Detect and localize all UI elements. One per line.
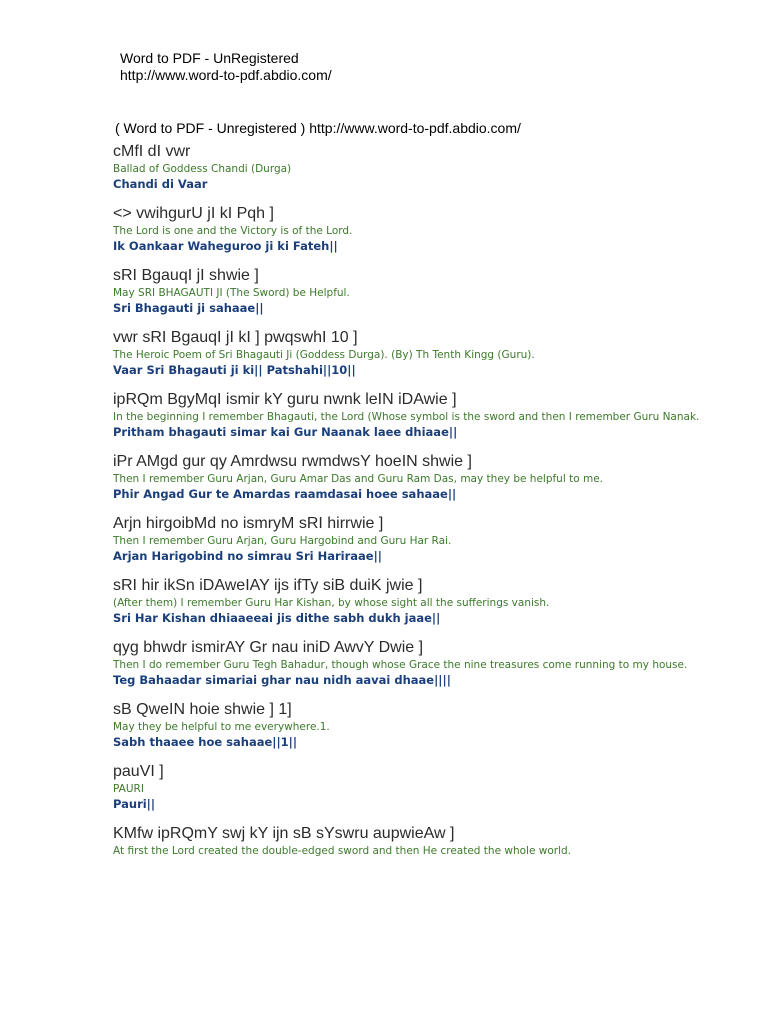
verse-translation: Then I remember Guru Arjan, Guru Hargobind and Guru Har Rai. [113,535,452,547]
verse-gurmukhi: cMfI dI vwr [113,143,191,160]
verse-gurmukhi: sRI hir ikSn iDAweIAY ijs ifTy siB duiK jwie ] [113,577,423,594]
verse-transliteration: Teg Bahaadar simariai ghar nau nidh aavai dhaae|||| [113,673,451,687]
verse-block [113,576,733,626]
verse-transliteration: Arjan Harigobind no simrau Sri Hariraae|| [113,549,382,563]
verse-gurmukhi: iPr AMgd gur qy Amrdwsu rwmdwsY hoeIN shwie ] [113,453,472,470]
unregistered-banner: ( Word to PDF - Unregistered ) http://www.word-to-pdf.abdio.com/ [115,120,521,136]
verse-block [113,452,733,502]
verse-transliteration: Pauri|| [113,797,156,811]
verse-translation: The Heroic Poem of Sri Bhagauti Ji (Goddess Durga). (By) Th Tenth Kingg (Guru). [113,349,535,361]
watermark-url: http://www.word-to-pdf.abdio.com/ [120,67,332,83]
watermark-header [120,50,332,84]
verse-translation: Then I do remember Guru Tegh Bahadur, though whose Grace the nine treasures come running to my house. [113,659,688,671]
verse-translation: May they be helpful to me everywhere.1. [113,721,330,733]
verse-block [113,142,733,192]
verse-gurmukhi: Arjn hirgoibMd no ismryM sRI hirrwie ] [113,515,384,532]
verse-block [113,266,733,316]
watermark-title: Word to PDF - UnRegistered [120,50,299,66]
verse-block [113,700,733,750]
verse-transliteration: Phir Angad Gur te Amardas raamdasai hoee sahaae|| [113,487,457,501]
verse-transliteration: Pritham bhagauti simar kai Gur Naanak laee dhiaae|| [113,425,458,439]
verse-translation: (After them) I remember Guru Har Kishan, by whose sight all the sufferings vanish. [113,597,550,609]
verse-gurmukhi: <> vwihgurU jI kI Pqh ] [113,205,274,222]
verse-translation: May SRI BHAGAUTI JI (The Sword) be Helpful. [113,287,350,299]
verse-gurmukhi: sRI BgauqI jI shwie ] [113,267,259,284]
verse-transliteration: Sabh thaaee hoe sahaae||1|| [113,735,298,749]
verse-translation: At first the Lord created the double-edged sword and then He created the whole world. [113,845,571,857]
verse-gurmukhi: vwr sRI BgauqI jI kI ] pwqswhI 10 ] [113,329,358,346]
verse-transliteration: Sri Bhagauti ji sahaae|| [113,301,264,315]
verse-gurmukhi: qyg bhwdr ismirAY Gr nau iniD AwvY Dwie ] [113,639,424,656]
verse-translation: Ballad of Goddess Chandi (Durga) [113,163,292,175]
verse-transliteration: Ik Oankaar Waheguroo ji ki Fateh|| [113,239,338,253]
verse-block [113,638,733,688]
document-body [113,142,733,858]
verse-block [113,390,733,440]
verse-transliteration: Sri Har Kishan dhiaaeeai jis dithe sabh dukh jaae|| [113,611,441,625]
verse-translation: PAURI [113,783,144,795]
verse-block [113,328,733,378]
verse-block [113,824,733,858]
verse-translation: The Lord is one and the Victory is of the Lord. [113,225,353,237]
verse-block [113,204,733,254]
verse-transliteration: Vaar Sri Bhagauti ji ki|| Patshahi||10|| [113,363,356,377]
verse-translation: In the beginning I remember Bhagauti, the Lord (Whose symbol is the sword and then I remember Guru Nanak. [113,411,700,423]
verse-gurmukhi: sB QweIN hoie shwie ] 1] [113,701,292,718]
verse-block [113,514,733,564]
verse-block [113,762,733,812]
verse-translation: Then I remember Guru Arjan, Guru Amar Das and Guru Ram Das, may they be helpful to me. [113,473,603,485]
verse-gurmukhi: KMfw ipRQmY swj kY ijn sB sYswru aupwieAw ] [113,825,455,842]
verse-gurmukhi: ipRQm BgyMqI ismir kY guru nwnk leIN iDAwie ] [113,391,457,408]
verse-transliteration: Chandi di Vaar [113,177,208,191]
verse-gurmukhi: pauVI ] [113,763,164,780]
